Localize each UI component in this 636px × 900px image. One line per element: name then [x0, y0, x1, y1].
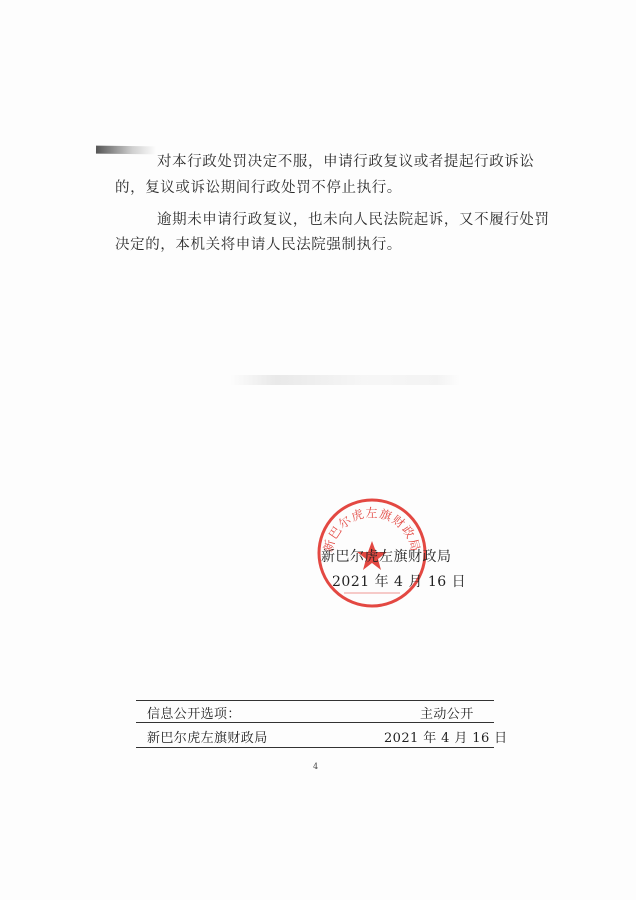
- seal-text: 新巴尔虎左旗财政局: [321, 506, 423, 554]
- footer-divider-middle: [136, 722, 494, 723]
- footer-date: 2021 年 4 月 16 日: [384, 731, 508, 746]
- footer-divider-top: [136, 700, 494, 701]
- issue-date: 2021 年 4 月 16 日: [332, 574, 467, 590]
- footer-organization: 新巴尔虎左旗财政局: [147, 731, 268, 746]
- issuer-name: 新巴尔虎左旗财政局: [321, 549, 452, 565]
- faint-scan-mark: [230, 375, 460, 385]
- paragraph-2-line-2: 决定的，本机关将申请人民法院强制执行。: [115, 237, 402, 253]
- disclosure-label: 信息公开选项：: [147, 707, 241, 722]
- page-number: 4: [313, 762, 319, 771]
- paragraph-2-line-1: 逾期未申请行政复议，也未向人民法院起诉，又不履行处罚: [157, 212, 550, 228]
- paragraph-1-line-2: 的，复议或诉讼期间行政处罚不停止执行。: [115, 180, 402, 196]
- disclosure-value: 主动公开: [420, 707, 474, 722]
- footer-divider-bottom: [136, 747, 494, 748]
- scan-edge-shadow: [96, 146, 156, 155]
- paragraph-1-line-1: 对本行政处罚决定不服，申请行政复议或者提起行政诉讼: [157, 154, 535, 170]
